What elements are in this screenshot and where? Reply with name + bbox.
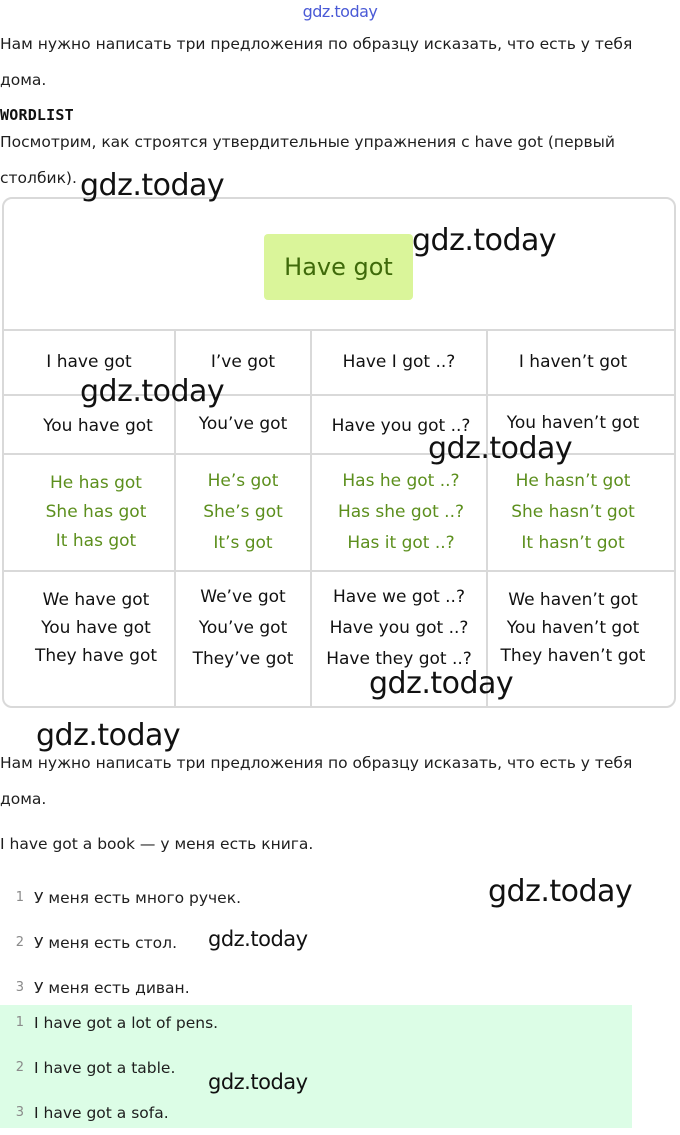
cell-line: Have you got ..?	[329, 617, 469, 638]
cell-line: Has she got ..?	[337, 502, 465, 522]
task-text: У меня есть диван.	[34, 978, 190, 997]
table-cell: You have got	[43, 416, 153, 436]
answer-number: 1	[15, 1015, 24, 1030]
table-cell	[488, 455, 658, 570]
watermark: gdz.today	[488, 874, 633, 909]
cell-line: They’ve got	[192, 648, 294, 669]
task-intro-line-1: Нам нужно написать три предложения по образцу исказать, что есть у тебя	[0, 754, 633, 772]
cell-line: We haven’t got	[508, 590, 638, 610]
table-cell: I’ve got	[210, 352, 276, 372]
table-cell: You’ve got	[198, 414, 288, 434]
cell-line: You’ve got	[198, 617, 288, 638]
answer-text: I have got a table.	[34, 1058, 176, 1077]
watermark: gdz.today	[80, 168, 225, 203]
table-cell: I haven’t got	[518, 352, 628, 372]
task-intro-line-2: дома.	[0, 790, 47, 808]
watermark: gdz.today	[369, 666, 514, 701]
table-cell	[312, 455, 490, 570]
task-text: У меня есть много ручек.	[34, 888, 241, 907]
table-cell	[488, 572, 658, 684]
site-title[interactable]: gdz.today	[302, 2, 378, 21]
answer-number: 3	[15, 1105, 24, 1120]
watermark: gdz.today	[412, 223, 557, 258]
task-number: 2	[15, 935, 24, 950]
cell-line: We have got	[42, 590, 150, 610]
watermark: gdz.today	[428, 431, 573, 466]
cell-line: Have we got ..?	[333, 586, 465, 607]
task-item	[0, 920, 632, 965]
cell-line: Has it got ..?	[347, 533, 455, 553]
cell-line: You haven’t got	[506, 618, 640, 638]
cell-line: She’s got	[203, 502, 283, 522]
explain-line-1: Посмотрим, как строятся утвердительные упражнения с have got (первый	[0, 133, 615, 151]
watermark: gdz.today	[208, 1070, 308, 1094]
explain-line-2: столбик).	[0, 169, 77, 187]
table-cell	[4, 572, 188, 684]
task-number: 1	[15, 890, 24, 905]
table-cell	[4, 455, 188, 570]
cell-line: Have they got ..?	[326, 648, 472, 669]
watermark: gdz.today	[208, 927, 308, 951]
cell-line: She has got	[45, 502, 147, 522]
cell-line: We’ve got	[200, 586, 286, 607]
intro-line-1: Нам нужно написать три предложения по образцу исказать, что есть у тебя	[0, 35, 633, 53]
cell-line: You have got	[41, 618, 151, 638]
table-cell: You haven’t got	[506, 413, 640, 433]
example-sentence: I have got a book — у меня есть книга.	[0, 835, 314, 853]
task-intro	[0, 745, 668, 817]
cell-line: He’s got	[207, 471, 279, 491]
answer-item	[0, 1000, 632, 1045]
answer-item	[0, 1045, 632, 1090]
cell-line: They haven’t got	[500, 646, 646, 666]
intro-text	[0, 26, 668, 98]
cell-line: They have got	[34, 646, 158, 666]
table-cell	[176, 572, 310, 684]
cell-line: It’s got	[213, 533, 273, 553]
table-cell: I have got	[46, 352, 132, 372]
watermark: gdz.today	[36, 718, 181, 753]
cell-line: He has got	[50, 473, 142, 493]
cell-line: She hasn’t got	[511, 502, 635, 522]
table-cell: Have you got ..?	[331, 416, 471, 436]
wordlist-heading: WORDLIST	[0, 106, 74, 124]
cell-line: Has he got ..?	[342, 471, 460, 491]
answer-number: 2	[15, 1060, 24, 1075]
intro-line-2: дома.	[0, 71, 47, 89]
cell-line: It hasn’t got	[521, 533, 625, 553]
answer-item	[0, 1090, 632, 1135]
task-number: 3	[15, 980, 24, 995]
table-header: Have got	[264, 234, 413, 300]
cell-line: He hasn’t got	[515, 471, 631, 491]
task-text: У меня есть стол.	[34, 933, 178, 952]
table-cell: Have I got ..?	[342, 352, 456, 372]
table-cell	[176, 455, 310, 570]
cell-line: It has got	[55, 531, 137, 551]
answer-text: I have got a sofa.	[34, 1103, 169, 1122]
answer-text: I have got a lot of pens.	[34, 1013, 219, 1032]
watermark: gdz.today	[80, 374, 225, 409]
